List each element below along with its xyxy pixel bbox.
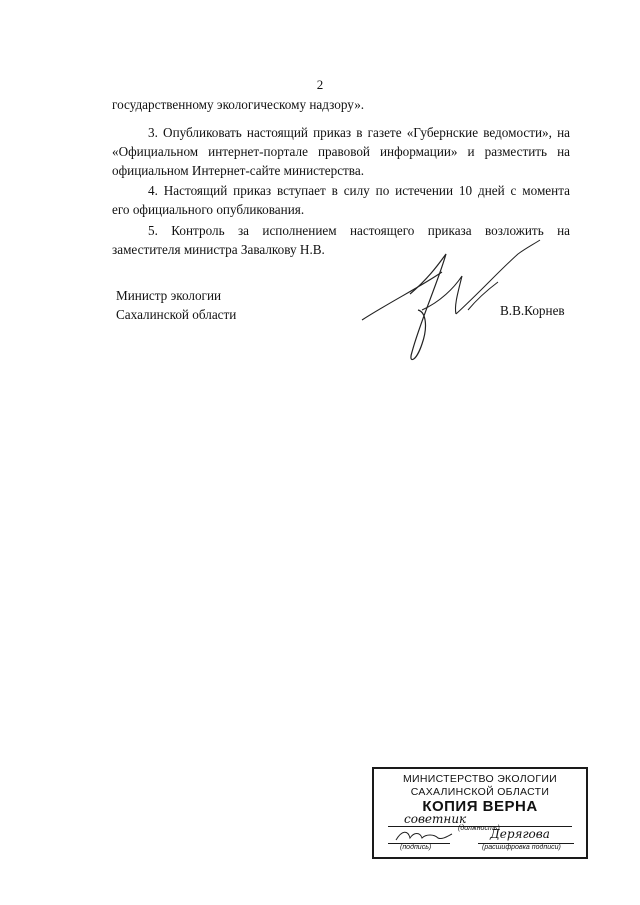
signatory-title — [116, 286, 236, 324]
signatory-name: В.В.Корнев — [500, 303, 565, 318]
stamp-position-handwritten: советник — [404, 812, 467, 826]
page-number: 2 — [316, 77, 324, 92]
stamp-copy-verified: КОПИЯ ВЕРНА — [422, 798, 538, 815]
paragraph-3-line-1: 3. Опубликовать настоящий приказ в газете «Губернские ведомости», на — [148, 125, 570, 140]
signatory-title-line-1: Министр экологии — [116, 288, 222, 303]
paragraph-3-line-2: «Официальном интернет-портале правовой информации» и разместить на — [112, 144, 570, 159]
stamp-position-caption: (должность) — [458, 825, 500, 832]
paragraph-4-line-1: 4. Настоящий приказ вступает в силу по истечении 10 дней с момента — [148, 183, 570, 198]
stamp-signature-caption: (подпись) — [400, 844, 432, 851]
paragraph-continuation: государственному экологическому надзору». — [112, 97, 365, 112]
paragraph-4-line-2: его официального опубликования. — [112, 202, 305, 217]
paragraph-3-line-3: официальном Интернет-сайте министерства. — [112, 163, 365, 178]
signatory-title-line-2: Сахалинской области — [116, 307, 237, 322]
stamp-name-caption: (расшифровка подписи) — [482, 844, 561, 851]
stamp-ministry-line: МИНИСТЕРСТВО ЭКОЛОГИИ — [402, 773, 558, 785]
stamp-region-line: САХАЛИНСКОЙ ОБЛАСТИ — [410, 786, 550, 798]
certified-copy-stamp — [372, 767, 588, 859]
paragraph-5-line-2: заместителя министра Завалкову Н.В. — [112, 242, 325, 257]
paragraph-5-line-1: 5. Контроль за исполнением настоящего приказа возложить на — [148, 223, 570, 238]
stamp-name-handwritten: Дерягова — [490, 827, 550, 841]
handwritten-signature — [350, 232, 570, 372]
stamp-signature-scribble — [394, 828, 454, 844]
